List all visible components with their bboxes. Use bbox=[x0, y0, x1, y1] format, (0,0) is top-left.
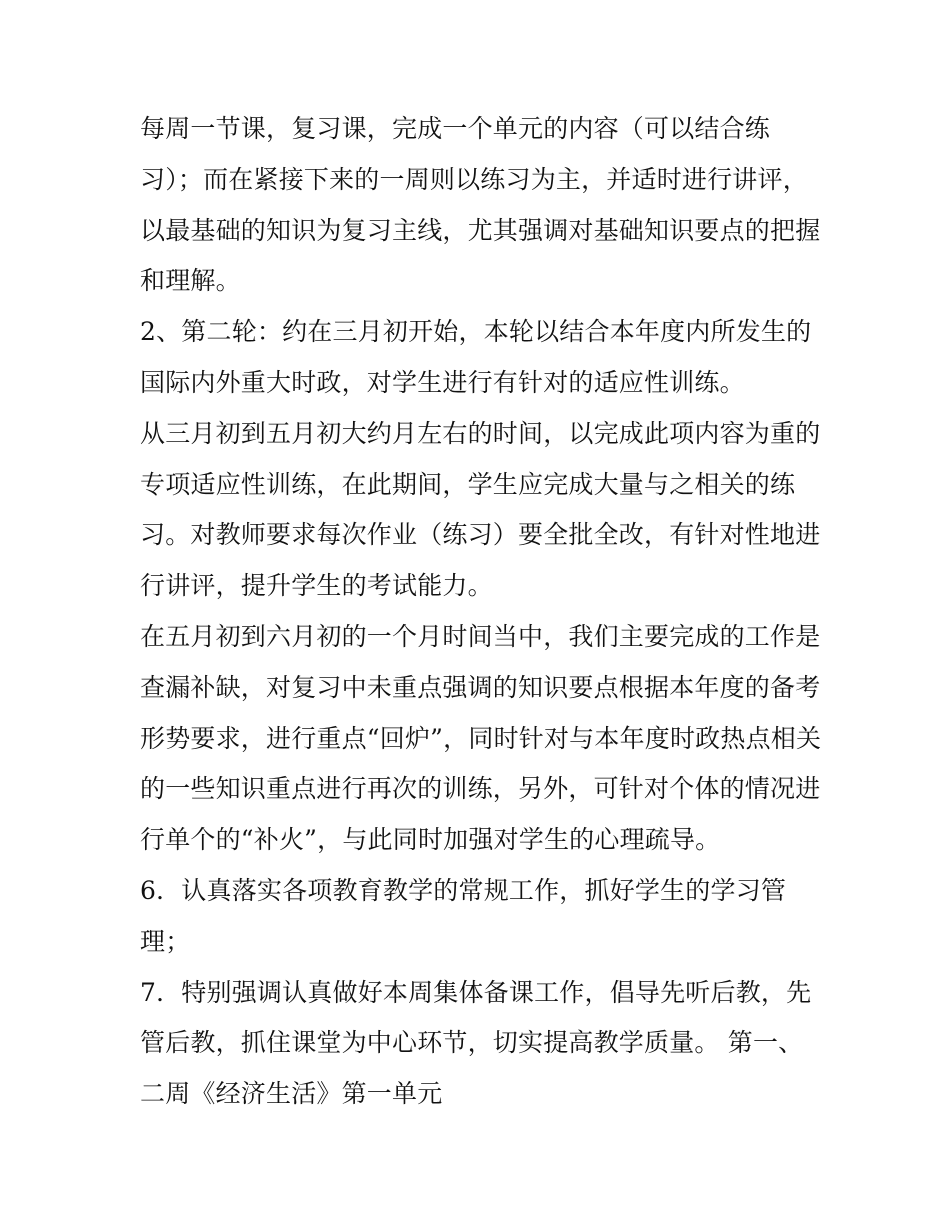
text-line: 理； bbox=[140, 926, 191, 956]
text-line: 习。对教师要求每次作业（练习）要全批全改，有针对性地进 bbox=[140, 520, 821, 550]
text-line: 从三月初到五月初大约月左右的时间，以完成此项内容为重的 bbox=[140, 418, 821, 448]
text-line: 以最基础的知识为复习主线，尤其强调对基础知识要点的把握 bbox=[140, 215, 821, 245]
text-line: 在五月初到六月初的一个月时间当中，我们主要完成的工作是 bbox=[140, 621, 821, 651]
text-line: 国际内外重大时政，对学生进行有针对的适应性训练。 bbox=[140, 367, 745, 397]
document-body bbox=[140, 104, 820, 1120]
text-line: 行讲评，提升学生的考试能力。 bbox=[140, 571, 493, 601]
text-line: 习）；而在紧接下来的一周则以练习为主，并适时进行讲评， bbox=[140, 164, 808, 194]
text-line: 2、第二轮：约在三月初开始，本轮以结合本年度内所发生的 bbox=[140, 317, 812, 347]
text-line: 形势要求，进行重点“回炉”，同时针对与本年度时政热点相关 bbox=[140, 723, 822, 753]
text-line: 6．认真落实各项教育教学的常规工作，抓好学生的学习管 bbox=[140, 875, 787, 905]
text-line: 7．特别强调认真做好本周集体备课工作，倡导先听后教，先 bbox=[140, 977, 812, 1007]
text-line: 和理解。 bbox=[140, 266, 241, 296]
text-line: 每周一节课，复习课，完成一个单元的内容（可以结合练 bbox=[140, 114, 771, 143]
text-line: 专项适应性训练，在此期间，学生应完成大量与之相关的练 bbox=[140, 469, 796, 499]
text-line: 二周《经济生活》第一单元 bbox=[140, 1079, 443, 1109]
text-line: 查漏补缺，对复习中未重点强调的知识要点根据本年度的备考 bbox=[140, 672, 821, 702]
text-line: 的一些知识重点进行再次的训练，另外，可针对个体的情况进 bbox=[140, 774, 821, 804]
text-line: 管后教，抓住课堂为中心环节，切实提高教学质量。 第一、 bbox=[140, 1028, 804, 1058]
text-line: 行单个的“补火”，与此同时加强对学生的心理疏导。 bbox=[140, 825, 721, 855]
